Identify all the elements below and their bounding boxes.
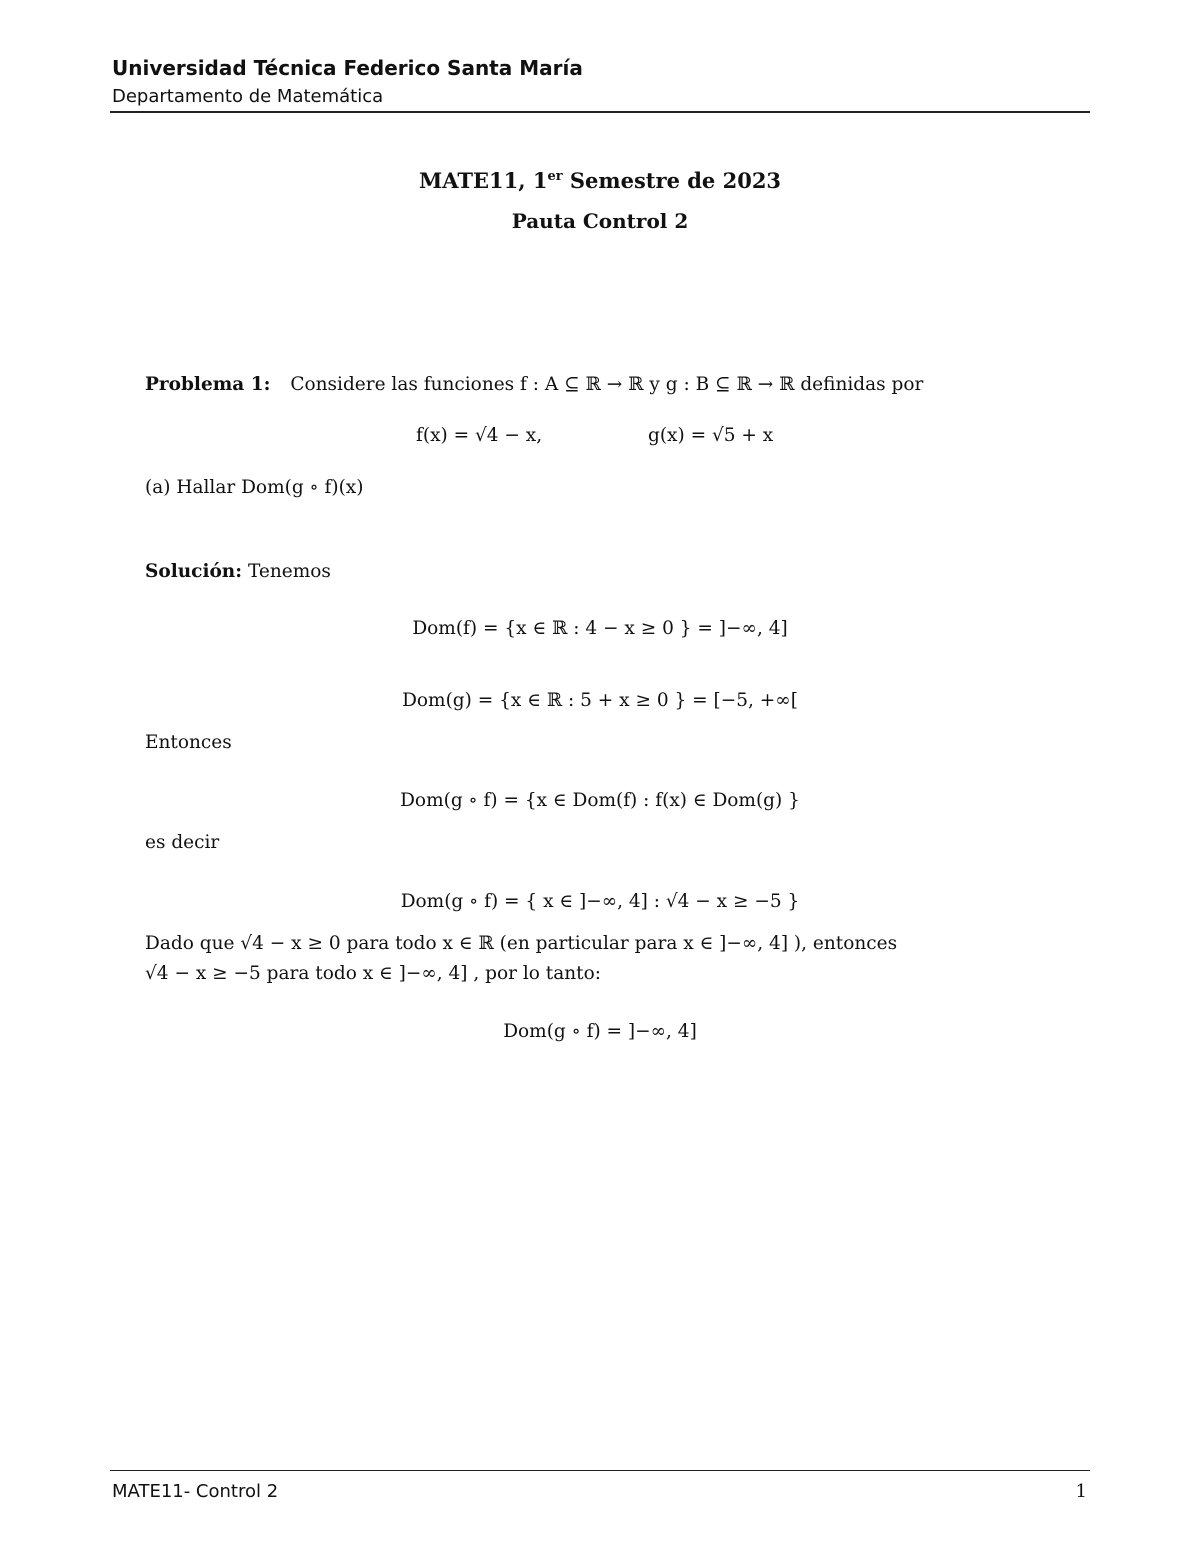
problem-statement-line — [145, 374, 923, 395]
footer-divider — [110, 1470, 1090, 1471]
header-divider — [110, 111, 1090, 113]
problem-label: Problema 1: — [145, 374, 271, 395]
domain-g-equation: Dom(g) = {x ∈ ℝ : 5 + x ≥ 0 } = [−5, +∞[ — [402, 690, 798, 711]
part-a-question: (a) Hallar Dom(g ∘ f)(x) — [145, 477, 364, 498]
solution-label: Solución: — [145, 561, 243, 582]
then-text: Entonces — [145, 732, 232, 753]
course-semester-prefix: MATE11, 1 — [418, 168, 548, 193]
domain-composition-definition: Dom(g ∘ f) = {x ∈ Dom(f) : f(x) ∈ Dom(g) } — [400, 790, 800, 811]
document-subtitle: Pauta Control 2 — [511, 209, 689, 233]
f-definition: f(x) = √4 − x, — [416, 425, 543, 446]
course-semester-sup: er — [547, 169, 563, 184]
solution-intro: Tenemos — [247, 561, 331, 582]
course-semester-title — [0, 168, 1200, 193]
reasoning-line-1: Dado que √4 − x ≥ 0 para todo x ∈ ℝ (en particular para x ∈ ]−∞, 4] ), entonces — [145, 933, 898, 954]
g-definition: g(x) = √5 + x — [648, 425, 774, 446]
department-name: Departamento de Matemática — [112, 86, 384, 107]
problem-statement: Considere las funciones f : A ⊆ ℝ → ℝ y g : B ⊆ ℝ → ℝ definidas por — [290, 374, 924, 395]
course-semester-suffix: Semestre de 2023 — [562, 168, 782, 193]
final-result: Dom(g ∘ f) = ]−∞, 4] — [503, 1021, 697, 1042]
university-name: Universidad Técnica Federico Santa María — [112, 56, 583, 80]
solution-intro-line — [145, 561, 331, 582]
footer-course-label: MATE11- Control 2 — [112, 1481, 279, 1502]
domain-composition-set: Dom(g ∘ f) = { x ∈ ]−∞, 4] : √4 − x ≥ −5 } — [400, 891, 800, 912]
page-number: 1 — [1075, 1481, 1087, 1502]
domain-f-equation: Dom(f) = {x ∈ ℝ : 4 − x ≥ 0 } = ]−∞, 4] — [412, 618, 788, 639]
es-decir-text: es decir — [145, 832, 220, 853]
reasoning-line-2: √4 − x ≥ −5 para todo x ∈ ]−∞, 4] , por lo tanto: — [145, 963, 601, 984]
